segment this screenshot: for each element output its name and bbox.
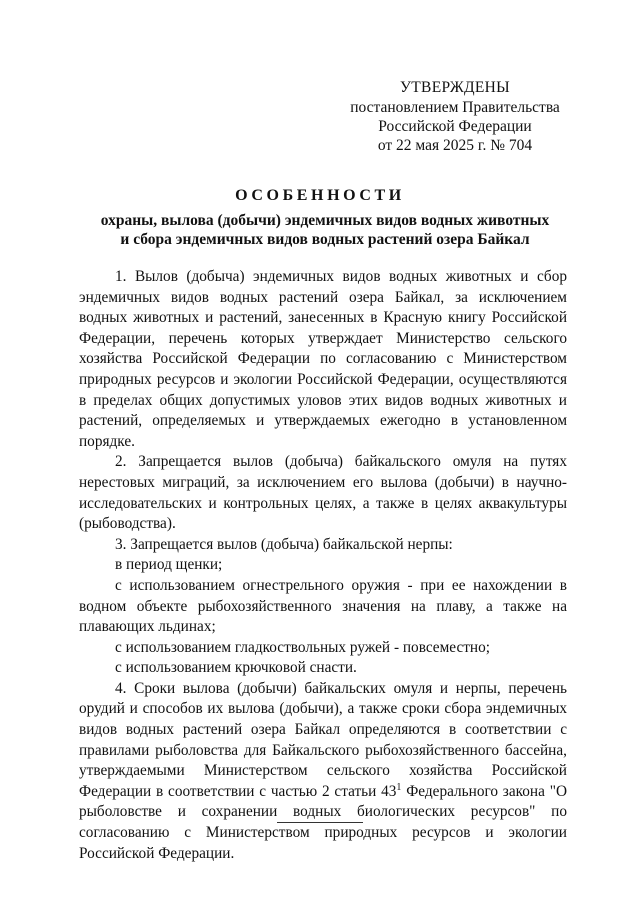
approval-line: Российской Федерации — [378, 118, 532, 135]
paragraph-3-item: с использованием гладкоствольных ружей - повсеместно; — [115, 638, 491, 656]
approval-line: постановлением Правительства — [350, 99, 560, 116]
document-subtitle — [60, 211, 590, 249]
approval-date-line: от 22 мая 2025 г. № 704 — [377, 137, 533, 154]
approval-block — [340, 78, 570, 155]
approval-heading: УТВЕРЖДЕНЫ — [400, 79, 510, 96]
document-title: ОСОБЕННОСТИ — [235, 187, 405, 204]
paragraph-3-item: с использованием огнестрельного оружия - при ее нахождении в водном объекте рыбохозяйственного значения на плаву, а также на плавающих льдинах; — [79, 576, 567, 636]
paragraph-4-text-end: Федерального закона "О рыболовстве и сохранении водных биологических ресурсов" по согласованию с Министерством природных ресурсов и экологии Российской Федерации. — [79, 782, 567, 862]
subtitle-line: и сбора эндемичных видов водных растений озера Байкал — [120, 231, 530, 248]
closing-divider — [277, 822, 363, 823]
paragraph-2: 2. Запрещается вылов (добыча) байкальского омуля на путях нерестовых миграций, за исключением его вылова (добычи) в научно-исследовательских и контрольных целях, а также в целях аквакультуры (рыбоводства). — [79, 453, 567, 533]
article-superscript: 1 — [396, 781, 402, 793]
document-body — [79, 267, 567, 864]
paragraph-3-item: с использованием крючковой снасти. — [115, 659, 357, 677]
subtitle-line: охраны, вылова (добычи) эндемичных видов водных животных — [100, 212, 550, 229]
paragraph-1: 1. Вылов (добыча) эндемичных видов водных животных и сбор эндемичных видов водных растений озера Байкал, за исключением водных животных и растений, занесенных в Красную книгу Российской Федерации, перечень которых утверждает Министерство сельского хозяйства Российской Федерации по согласованию с Министерством природных ресурсов и экологии Российской Федерации, осуществляются в пределах общих допустимых уловов этих видов водных животных и растений, определяемых и утверждаемых ежегодно в установленном порядке. — [79, 268, 567, 450]
paragraph-3-item: в период щенки; — [115, 556, 223, 574]
paragraph-4-text: 4. Сроки вылова (добычи) байкальских омуля и нерпы, перечень орудий и способов их вылова (добычи), а также сроки сбора эндемичных видов водных растений озера Байкал определяются в соответствии с правилами рыболовства для Байкальского рыбохозяйственного бассейна, утверждаемыми Министерством сельского хозяйства Российской Федерации в соответствии с частью 2 статьи 43 — [79, 679, 567, 800]
paragraph-3: 3. Запрещается вылов (добыча) байкальской нерпы: — [115, 535, 453, 553]
paragraph-4 — [79, 679, 567, 864]
